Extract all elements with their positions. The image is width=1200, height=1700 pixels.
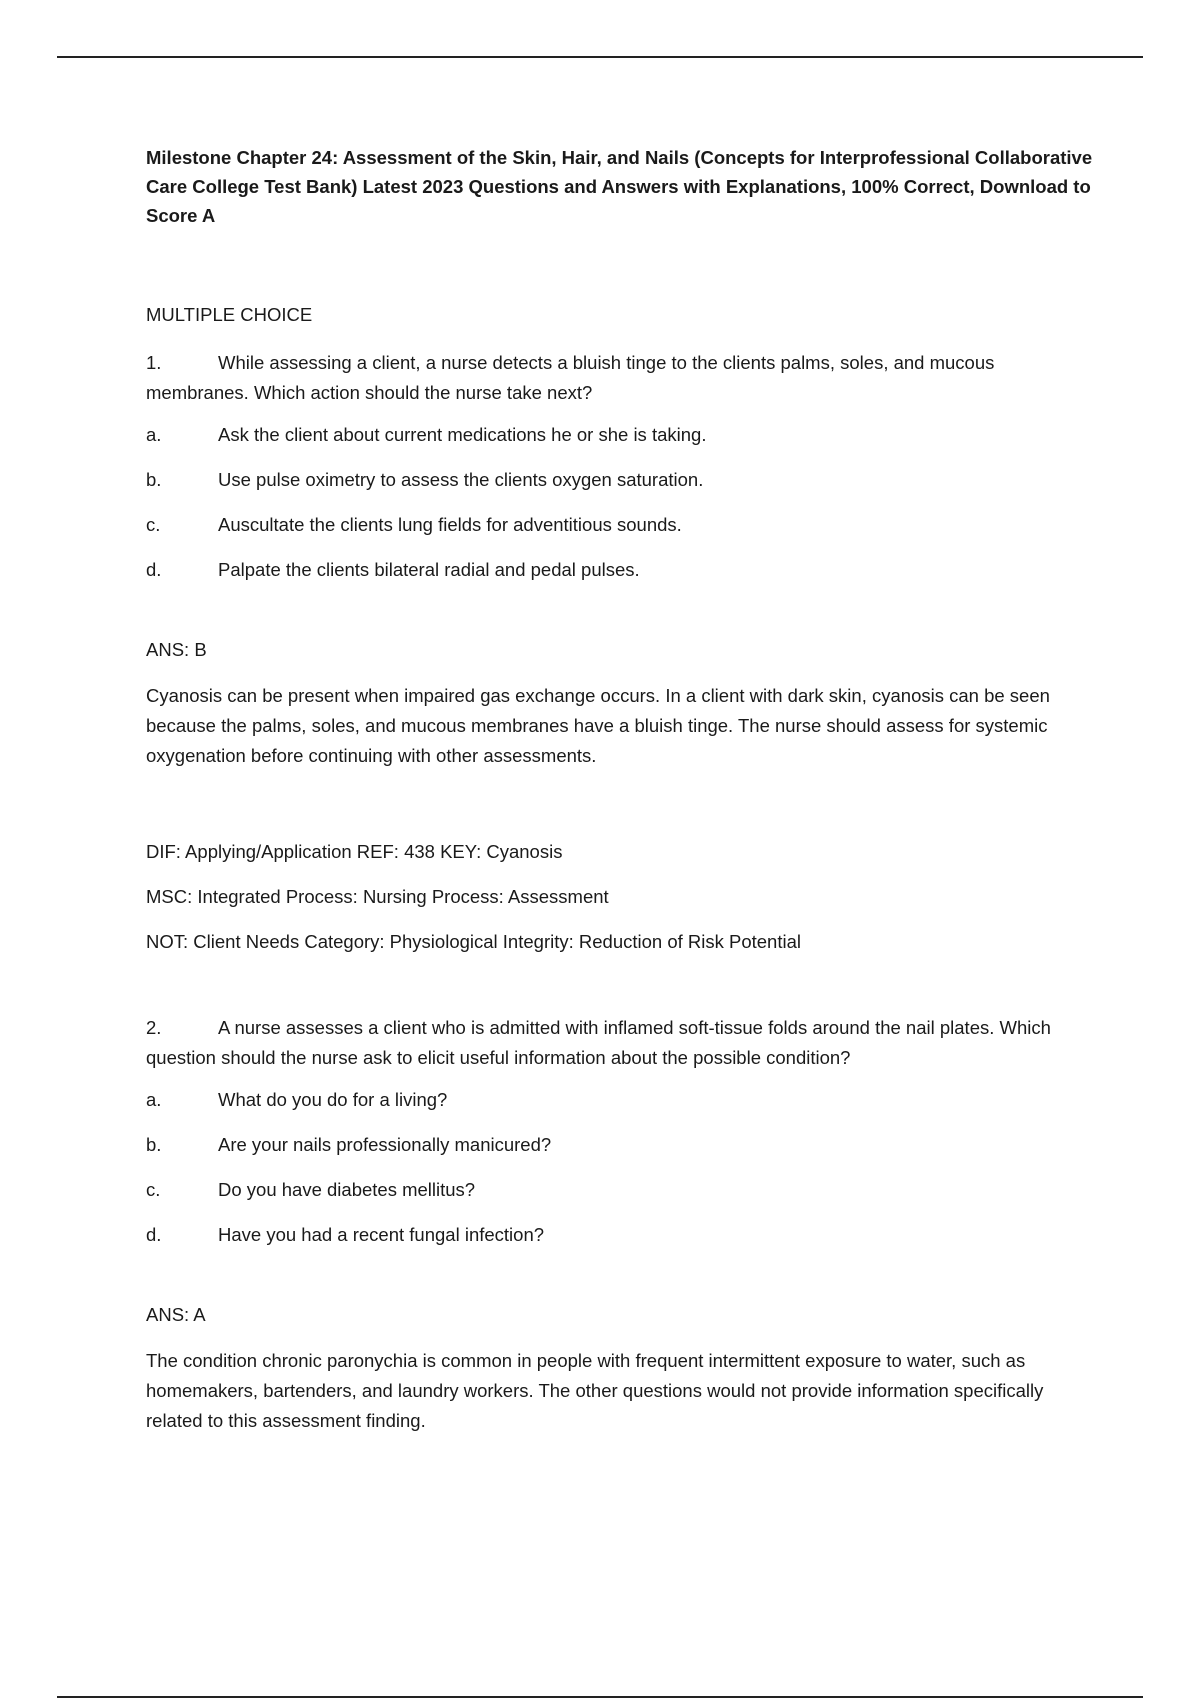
option-text: Use pulse oximetry to assess the clients oxygen saturation. (218, 469, 704, 490)
rationale-text: The condition chronic paronychia is common in people with frequent intermittent exposure to water, such as homemakers, bartenders, and laundry workers. The other questions would not provide information specifically related to this assessment finding. (146, 1350, 1044, 1431)
option-a (146, 1085, 1096, 1115)
question-2 (146, 1013, 1096, 1436)
question-number: 1. (146, 352, 162, 373)
option-c (146, 510, 1096, 540)
question-number: 2. (146, 1017, 162, 1038)
question-stem (146, 348, 1096, 408)
answer-key: ANS: A (146, 1304, 206, 1325)
option-text: Are your nails professionally manicured? (218, 1134, 552, 1155)
option-d (146, 555, 1096, 585)
option-letter: a. (146, 1089, 162, 1110)
answer-options (146, 1085, 1096, 1250)
option-b (146, 1130, 1096, 1160)
option-text: Auscultate the clients lung fields for adventitious sounds. (218, 514, 682, 535)
option-b (146, 465, 1096, 495)
option-c (146, 1175, 1096, 1205)
option-letter: d. (146, 1224, 162, 1245)
answer-key: ANS: B (146, 639, 207, 660)
option-text: Palpate the clients bilateral radial and pedal pulses. (218, 559, 640, 580)
option-letter: a. (146, 424, 162, 445)
option-letter: b. (146, 469, 162, 490)
option-a (146, 420, 1096, 450)
question-1 (146, 348, 1096, 957)
option-letter: c. (146, 1179, 161, 1200)
bottom-divider (57, 1696, 1143, 1698)
question-text: A nurse assesses a client who is admitted with inflamed soft-tissue folds around the nail plates. Which question should the nurse ask to elicit useful information about the possible condition? (146, 1017, 1051, 1068)
document-title: Milestone Chapter 24: Assessment of the Skin, Hair, and Nails (Concepts for Interprofessional Collaborative Care College Test Bank) Latest 2023 Questions and Answers with Explanations, 100% Correct, Download to Score A (146, 147, 1093, 226)
section-label: MULTIPLE CHOICE (146, 304, 313, 325)
dif-line: DIF: Applying/Application REF: 438 KEY: Cyanosis (146, 841, 563, 862)
top-divider (57, 56, 1143, 58)
option-text: What do you do for a living? (218, 1089, 448, 1110)
question-stem (146, 1013, 1096, 1073)
option-letter: d. (146, 559, 162, 580)
option-text: Have you had a recent fungal infection? (218, 1224, 545, 1245)
rationale-text: Cyanosis can be present when impaired gas exchange occurs. In a client with dark skin, cyanosis can be seen because the palms, soles, and mucous membranes have a bluish tinge. The nurse should assess for systemic oxygenation before continuing with other assessments. (146, 685, 1050, 766)
option-text: Do you have diabetes mellitus? (218, 1179, 476, 1200)
option-d (146, 1220, 1096, 1250)
document-body (146, 143, 1096, 1436)
option-text: Ask the client about current medications he or she is taking. (218, 424, 707, 445)
option-letter: b. (146, 1134, 162, 1155)
question-text: While assessing a client, a nurse detects a bluish tinge to the clients palms, soles, and mucous membranes. Which action should the nurse take next? (146, 352, 995, 403)
option-letter: c. (146, 514, 161, 535)
question-metadata (146, 837, 1096, 957)
answer-options (146, 420, 1096, 585)
not-line: NOT: Client Needs Category: Physiological Integrity: Reduction of Risk Potential (146, 931, 801, 952)
msc-line: MSC: Integrated Process: Nursing Process: Assessment (146, 886, 609, 907)
